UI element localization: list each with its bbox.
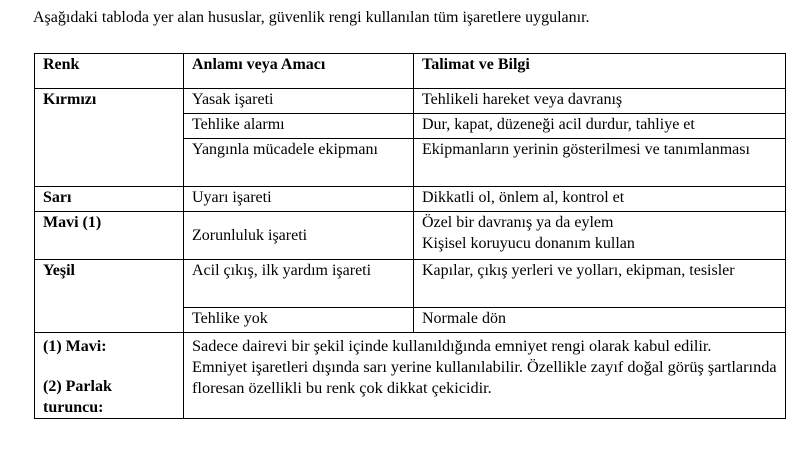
meaning-cell: Acil çıkış, ilk yardım işareti [184, 260, 414, 308]
header-instruction: Talimat ve Bilgi [414, 54, 786, 89]
instruction-cell: Kapılar, çıkış yerleri ve yolları, ekipman, tesisler [414, 260, 786, 308]
note-label-blue: (1) Mavi: [43, 338, 107, 355]
header-meaning: Anlamı veya Amacı [184, 54, 414, 89]
instruction-cell: Normale dön [414, 308, 786, 333]
meaning-cell: Tehlike alarmı [184, 114, 414, 139]
table-row [35, 187, 786, 212]
instruction-cell: Tehlikeli hareket veya davranış [414, 89, 786, 114]
notes-labels [35, 333, 184, 419]
notes-row [35, 333, 786, 419]
meaning-cell: Yasak işareti [184, 89, 414, 114]
meaning-cell: Zorunluluk işareti [184, 212, 414, 260]
note-text-blue: Sadece dairevi bir şekil içinde kullanıldığında emniyet rengi olarak kabul edilir. [192, 336, 712, 355]
notes-text [184, 333, 786, 419]
meaning-cell: Uyarı işareti [184, 187, 414, 212]
instruction-line: Özel bir davranış ya da eylem [422, 214, 614, 231]
color-cell-green: Yeşil [35, 260, 184, 333]
meaning-cell: Yangınla mücadele ekipmanı [184, 139, 414, 187]
color-cell-blue: Mavi (1) [35, 212, 184, 260]
color-cell-yellow: Sarı [35, 187, 184, 212]
table-header-row [35, 54, 786, 89]
table-row [35, 89, 786, 114]
table-row [35, 260, 786, 308]
instruction-cell: Ekipmanların yerinin gösterilmesi ve tanımlanması [414, 139, 786, 187]
header-color: Renk [35, 54, 184, 89]
instruction-cell: Dikkatli ol, önlem al, kontrol et [414, 187, 786, 212]
instruction-cell: Dur, kapat, düzeneği acil durdur, tahliye et [414, 114, 786, 139]
note-text-orange: Emniyet işaretleri dışında sarı yerine kullanılabilir. Özellikle zayıf doğal görüş şartlarında floresan özellikli bu renk çok dikkat çekicidir. [192, 357, 777, 397]
note-label-orange: (2) Parlak turuncu: [43, 378, 112, 416]
color-cell-red: Kırmızı [35, 89, 184, 187]
instruction-cell [414, 212, 786, 260]
instruction-line: Kişisel koruyucu donanım kullan [422, 235, 635, 252]
meaning-cell: Tehlike yok [184, 308, 414, 333]
table-row [35, 212, 786, 260]
intro-text: Aşağıdaki tabloda yer alan hususlar, güvenlik rengi kullanılan tüm işaretlere uygulanır. [33, 9, 590, 26]
safety-color-table [34, 53, 786, 419]
